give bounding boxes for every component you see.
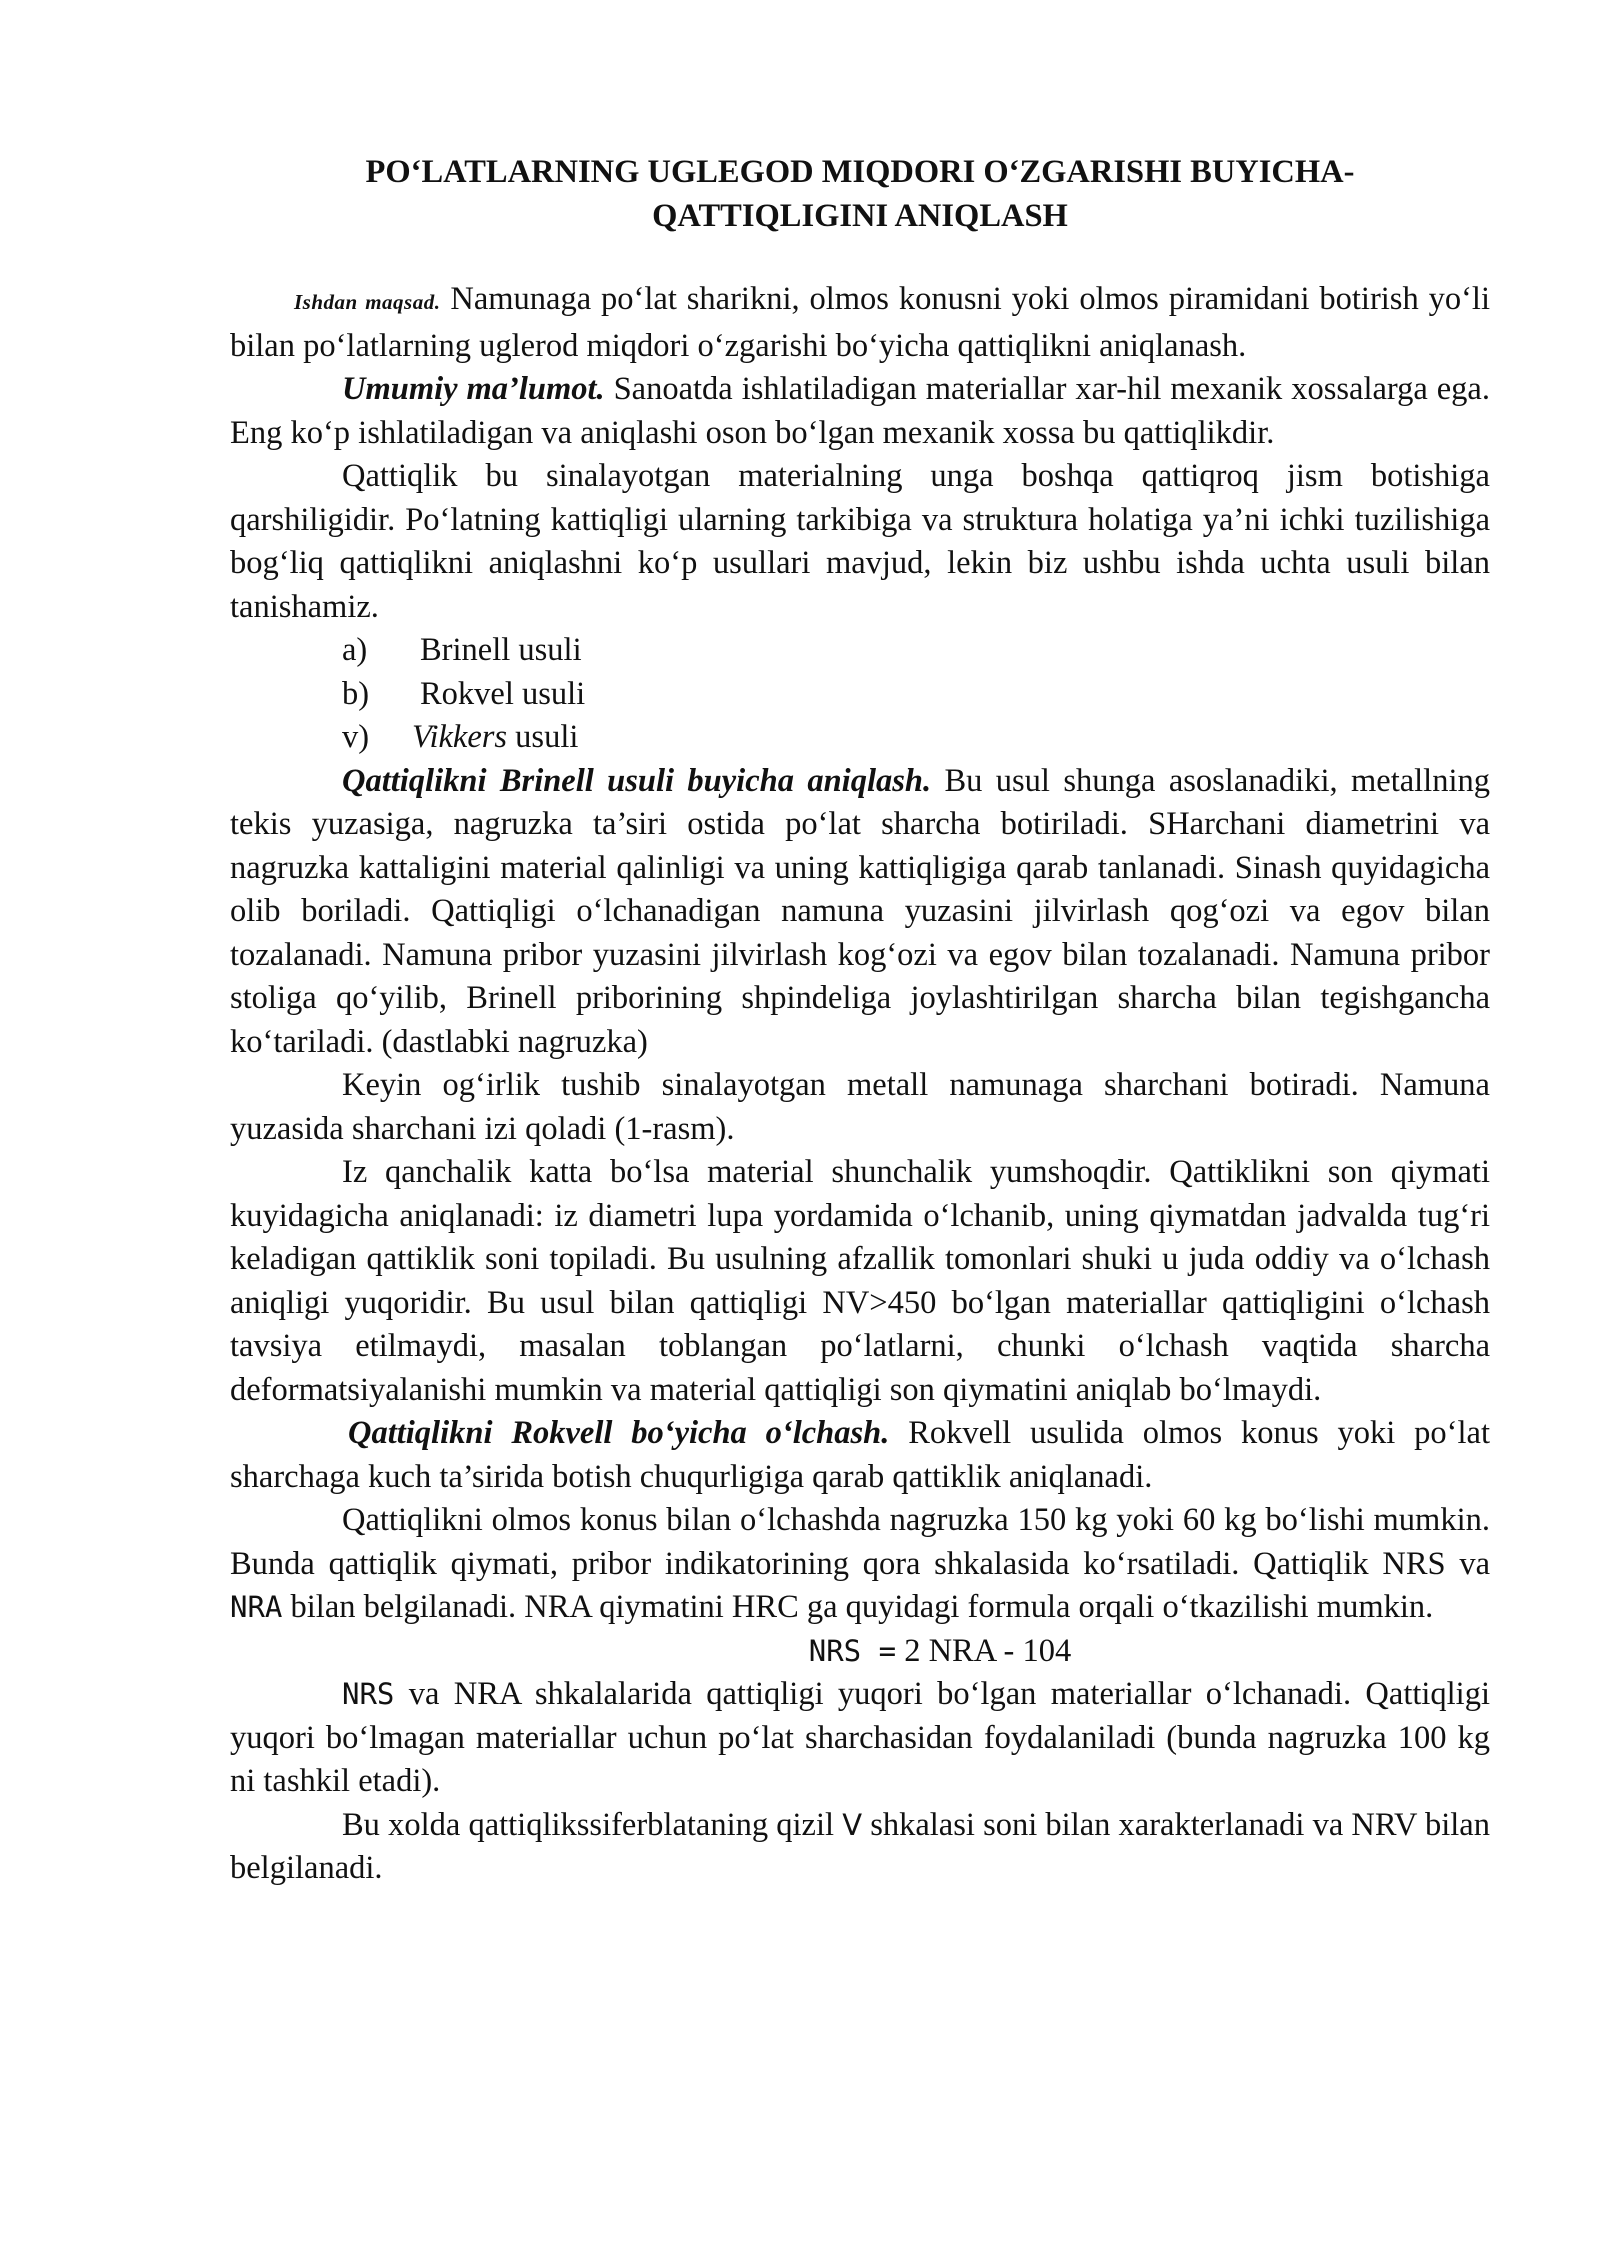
indent-result-text: Keyin og‘irlik tushib sinalayotgan metall namunaga sharchani botiradi. Namuna yuzasida sharchani izi qoladi (1-rasm). (230, 1067, 1490, 1147)
paragraph-general-info (230, 368, 1490, 455)
purpose-lead: Ishdan maqsad. (294, 290, 441, 314)
paragraph-rockwell (230, 1412, 1490, 1499)
red-scale-letter: V (842, 1807, 863, 1842)
methods-list (230, 629, 1490, 760)
document-page (230, 150, 1490, 1891)
list-marker: b) (342, 675, 370, 712)
general-info-text: Sanoatda ishlatiladigan materiallar xar-hil mexanik xossalarga ega. Eng ko‘p ishlatiladigan va aniqlashi oson bo‘lgan mexanik xossa bu qattiqlikdir. (230, 371, 1490, 451)
rockwell-lead: Qattiqlikni Rokvell bo‘yicha o‘lchash. (348, 1415, 890, 1451)
diamond-cone-text-2: bilan belgilanadi. NRA qiymatini HRC ga quyidagi formula orqali o‘tkazilishi mumkin. (282, 1589, 1434, 1625)
list-marker: a) (342, 632, 368, 668)
list-text: usuli (507, 719, 579, 755)
list-item (230, 716, 1490, 760)
diamond-cone-mono: NRA (230, 1590, 283, 1624)
purpose-text: Namunaga po‘lat sharikni, olmos konusni yoki olmos piramidani botirish yo‘li bilan po‘latlarning uglerod miqdori o‘zgarishi bo‘yicha qattiqlikni aniqlanash. (230, 281, 1490, 364)
paragraph-scales (230, 1673, 1490, 1804)
red-scale-text-2: shkalasi soni bilan xarakterlanadi va NRV bilan belgilanadi. (230, 1806, 1490, 1886)
list-text: Brinell usuli (420, 632, 582, 668)
list-item (230, 673, 1490, 717)
hardness-value-text: Iz qanchalik katta bo‘lsa material shunchalik yumshoqdir. Qattiklikni son qiymati kuyidagicha aniqlanadi: iz diametri lupa yordamida o‘lchanib, uning qiymatdan jadvalda tug‘ri keladigan qattiklik soni topiladi. Bu usulning afzallik tomonlari shuki u juda oddiy va o‘lchash aniqligi yuqoridir. Bu usul bilan qattiqligi NV>450 bo‘lgan materiallar qattiqligini o‘lchash tavsiya etilmaydi, masalan toblangan po‘latlarni, chunki o‘lchash vaqtida sharcha deformatsiyalanishi mumkin va material qattiqligi son qiymatini aniqlab bo‘lmaydi. (230, 1154, 1490, 1408)
title-line-2: QATTIQLIGINI ANIQLASH (652, 198, 1068, 234)
paragraph-indent-result (230, 1064, 1490, 1151)
paragraph-purpose (230, 278, 1490, 368)
hardness-definition-text: Qattiqlik bu sinalayotgan materialning unga boshqa qattiqroq jism botishiga qarshiligidir. Po‘latning kattiqligi ularning tarkibiga va struktura holatiga ya’ni ichki tuzilishiga bog‘liq qattiqlikni aniqlashni ko‘p usullari mavjud, lekin biz ushbu ishda uchta usuli bilan tanishamiz. (230, 458, 1490, 625)
paragraph-diamond-cone (230, 1499, 1490, 1630)
paragraph-hardness-definition (230, 455, 1490, 629)
list-marker: v) (342, 719, 370, 755)
list-text: Rokvel usuli (420, 675, 586, 712)
red-scale-text-1: Bu xolda qattiqlikssiferblataning qizil (342, 1806, 843, 1843)
diamond-cone-text-1: Qattiqlikni olmos konus bilan o‘lchashda nagruzka 150 kg yoki 60 kg bo‘lishi mumkin. Bunda qattiqlik qiymati, pribor indikatorining qora shkalasida ko‘rsatiladi. Qattiqlik NRS va (230, 1502, 1490, 1582)
formula (230, 1630, 1490, 1674)
title-line-1: PO‘LATLARNING UGLEGOD MIQDORI O‘ZGARISHI BUYICHA- (365, 154, 1355, 190)
paragraph-hardness-value (230, 1151, 1490, 1412)
formula-mono: NRS = (808, 1633, 897, 1668)
page-title (230, 150, 1490, 238)
list-text-italic: Vikkers (412, 719, 508, 755)
list-item (230, 629, 1490, 673)
paragraph-red-scale (230, 1804, 1490, 1891)
brinell-lead: Qattiqlikni Brinell usuli buyicha aniqlash. (342, 762, 932, 799)
brinell-text: Bu usul shunga asoslanadiki, metallning tekis yuzasiga, nagruzka ta’siri ostida po‘lat sharcha botiriladi. SHarchani diametrini va nagruzka kattaligini material qalinligi va uning kattiqligiga qarab tanlanadi. Sinash quyidagicha olib boriladi. Qattiqligi o‘lchanadigan namuna yuzasini jilvirlash qog‘ozi va egov bilan tozalanadi. Namuna pribor yuzasini jilvirlash kog‘ozi va egov bilan tozalanadi. Namuna pribor stoliga qo‘yilib, Brinell priborining shpindeliga joylashtirilgan sharcha bilan tegishgancha ko‘tariladi. (dastlabki nagruzka) (230, 762, 1490, 1060)
formula-text: 2 NRA - 104 (896, 1632, 1072, 1669)
scales-mono: NRS (342, 1677, 395, 1711)
paragraph-brinell (230, 760, 1490, 1065)
scales-text: va NRA shkalalarida qattiqligi yuqori bo‘lgan materiallar o‘lchanadi. Qattiqligi yuqori bo‘lmagan materiallar uchun po‘lat sharchasidan foydalaniladi (bunda nagruzka 100 kg ni tashkil etadi). (230, 1676, 1490, 1799)
rockwell-text: Rokvell usulida olmos konus yoki po‘lat sharchaga kuch ta’sirida botish chuqurligiga qarab qattiklik aniqlanadi. (230, 1415, 1490, 1495)
general-info-lead: Umumiy ma’lumot. (342, 371, 605, 407)
